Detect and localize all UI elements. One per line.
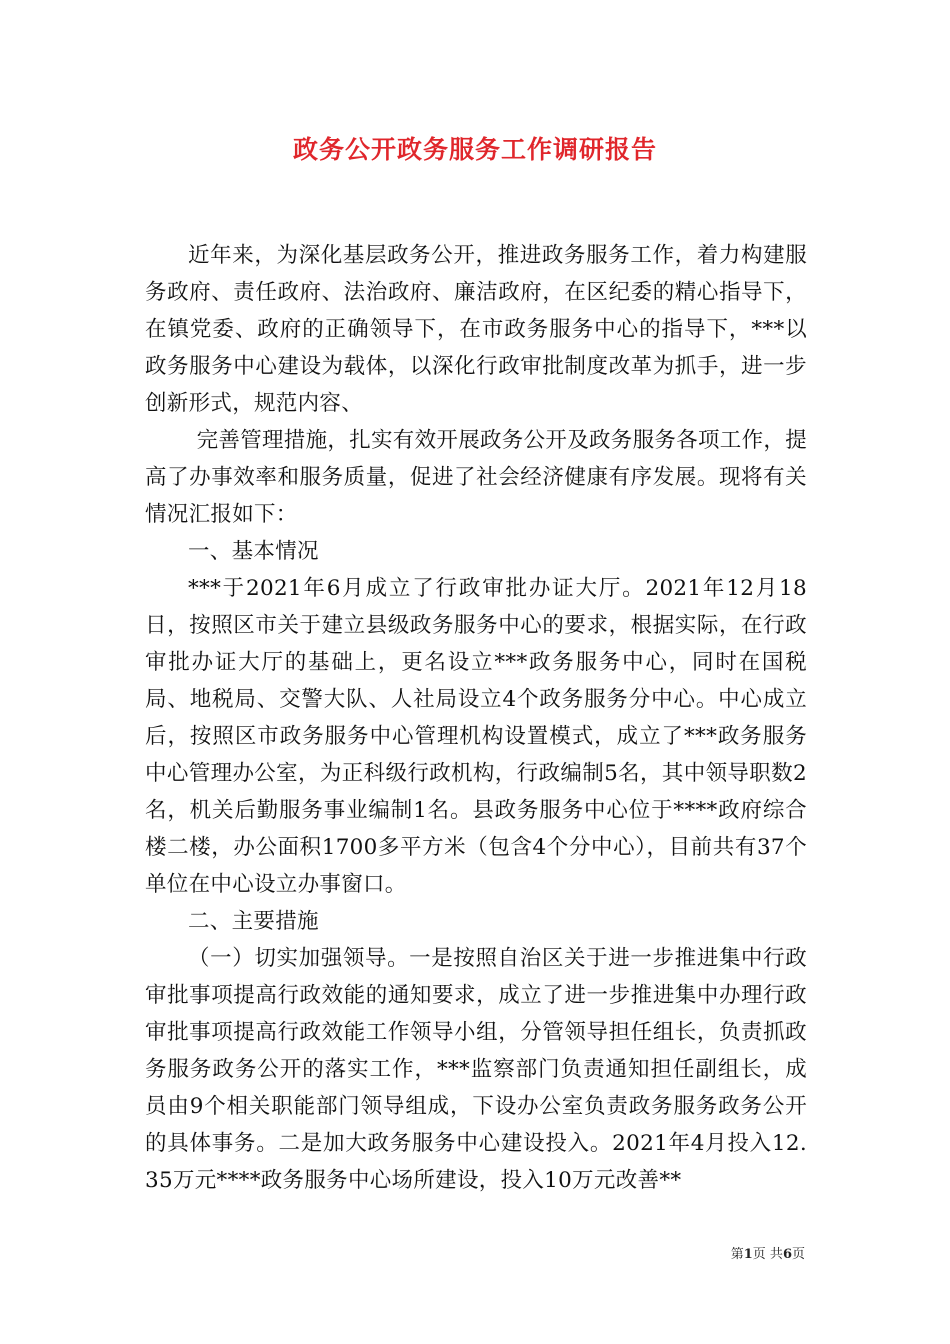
paragraph-intro-continued: 完善管理措施，扎实有效开展政务公开及政务服务各项工作，提高了办事效率和服务质量，促进了社会经济健康有序发展。现将有关情况汇报如下： <box>145 428 807 527</box>
section-heading-measures: 二、主要措施 <box>188 909 319 934</box>
footer-middle: 页 共 <box>752 1247 783 1262</box>
page-title: 政务公开政务服务工作调研报告 <box>292 135 657 164</box>
footer-total-pages: 6 <box>782 1247 792 1262</box>
paragraph-intro: 近年来，为深化基层政务公开，推进政务服务工作，着力构建服务政府、责任政府、法治政府、廉洁政府，在区纪委的精心指导下，在镇党委、政府的正确领导下，在市政务服务中心的指导下，***以政务服务中心建设为载体，以深化行政审批制度改革为抓手，进一步创新形式，规范内容、 <box>145 243 807 416</box>
footer-prefix: 第 <box>730 1247 744 1262</box>
paragraph-leadership: （一）切实加强领导。一是按照自治区关于进一步推进集中行政审批事项提高行政效能的通知要求，成立了进一步推进集中办理行政审批事项提高行政效能工作领导小组，分管领导担任组长，负责抓政务服务政务公开的落实工作，***监察部门负责通知担任副组长，成员由9个相关职能部门领导组成，下设办公室负责政务服务政务公开的具体事务。二是加大政务服务中心建设投入。2021年4月投入12.35万元****政务服务中心场所建设，投入10万元改善** <box>145 946 807 1193</box>
section-heading-basic: 一、基本情况 <box>188 539 319 564</box>
footer-suffix: 页 <box>791 1247 805 1262</box>
document-body <box>145 237 807 1199</box>
footer-current-page: 1 <box>743 1247 753 1262</box>
paragraph-basic-situation: ***于2021年6月成立了行政审批办证大厅。2021年12月18日，按照区市关于建立县级政务服务中心的要求，根据实际，在行政审批办证大厅的基础上，更名设立***政务服务中心，同时在国税局、地税局、交警大队、人社局设立4个政务服务分中心。中心成立后，按照区市政务服务中心管理机构设置模式，成立了***政务服务中心管理办公室，为正科级行政机构，行政编制5名，其中领导职数2名，机关后勤服务事业编制1名。县政务服务中心位于****政府综合楼二楼，办公面积1700多平方米（包含4个分中心），目前共有37个单位在中心设立办事窗口。 <box>145 576 807 897</box>
page-number-footer <box>731 1245 805 1265</box>
